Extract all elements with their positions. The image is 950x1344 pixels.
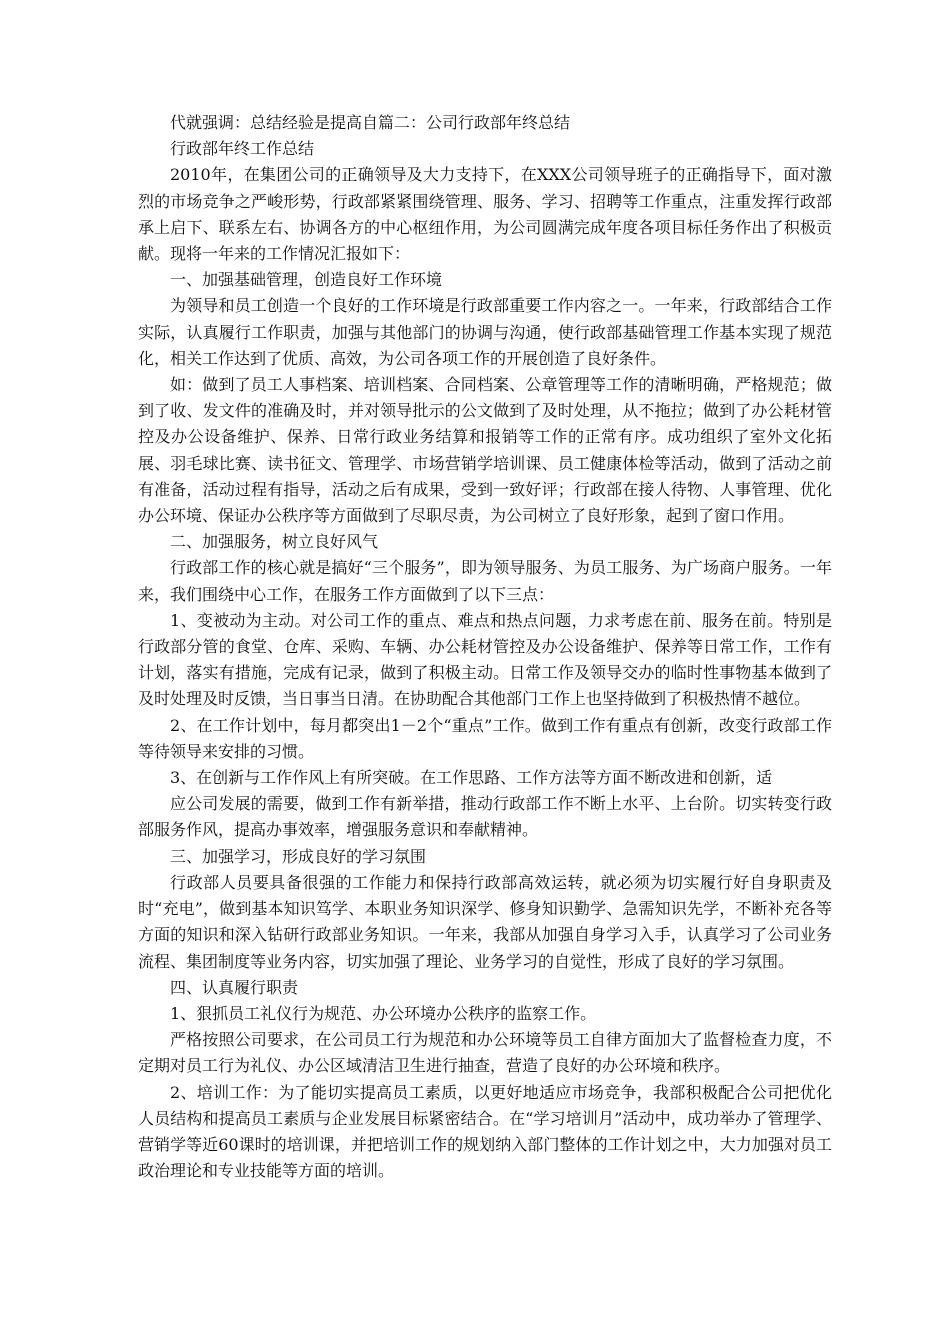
paragraph: 行政部工作的核心就是搞好“三个服务”，即为领导服务、为员工服务、为广场商户服务。一年来，我们围绕中心工作，在服务工作方面做到了以下三点： (138, 558, 832, 604)
paragraph-overview: 2010年，在集团公司的正确领导及大力支持下，在XXX公司领导班子的正确指导下，面对激烈的市场竞争之严峻形势，行政部紧紧围绕管理、服务、学习、招聘等工作重点，注重发挥行政部承上启下、联系左右、协调各方的中心枢纽作用，为公司圆满完成年度各项目标任务作出了积极贡献。现将一年来的工作情况汇报如下： (138, 165, 832, 264)
section-heading-4: 四、认真履行职责 (170, 977, 299, 997)
section-heading-1: 一、加强基础管理，创造良好工作环境 (170, 270, 443, 290)
document-body (138, 110, 832, 1184)
paragraph: 严格按照公司要求，在公司员工行为规范和办公环境等员工自律方面加大了监督检查力度，不定期对员工行为礼仪、办公区域清洁卫生进行抽查，营造了良好的办公环境和秩序。 (138, 1030, 832, 1076)
paragraph: 为领导和员工创造一个良好的工作环境是行政部重要工作内容之一。一年来，行政部结合工作实际，认真履行工作职责，加强与其他部门的协调与沟通，使行政部基础管理工作基本实现了规范化，相关工作达到了优质、高效，为公司各项工作的开展创造了良好条件。 (138, 296, 832, 368)
paragraph: 3、在创新与工作作风上有所突破。在工作思路、工作方法等方面不断改进和创新，适 (170, 768, 773, 788)
paragraph: 2、在工作计划中，每月都突出1－2个“重点”工作。做到工作有重点有创新，改变行政部工作等待领导来安排的习惯。 (138, 715, 832, 761)
paragraph: 1、狠抓员工礼仪行为规范、办公环境办公秩序的监察工作。 (170, 1003, 597, 1023)
paragraph-intro-line: 代就强调：总结经验是提高自篇二：公司行政部年终总结 (170, 113, 571, 132)
paragraph: 1、变被动为主动。对公司工作的重点、难点和热点问题，力求考虑在前、服务在前。特别是行政部分管的食堂、仓库、采购、车辆、办公耗材管控及办公设备维护、保养等日常工作，工作有计划，落实有措施，完成有记录，做到了积极主动。日常工作及领导交办的临时性事物基本做到了及时处理及时反馈，当日事当日清。在协助配合其他部门工作上也坚持做到了积极热情不越位。 (138, 610, 832, 709)
paragraph: 如：做到了员工人事档案、培训档案、合同档案、公章管理等工作的清晰明确，严格规范；做到了收、发文件的准确及时，并对领导批示的公文做到了及时处理，从不拖拉；做到了办公耗材管控及办公设备维护、保养、日常行政业务结算和报销等工作的正常有序。成功组织了室外文化拓展、羽毛球比赛、读书征文、管理学、市场营销学培训课、员工健康体检等活动，做到了活动之前有准备，活动过程有指导，活动之后有成果，受到一致好评；行政部在接人待物、人事管理、优化办公环境、保证办公秩序等方面做到了尽职尽责，为公司树立了良好形象，起到了窗口作用。 (138, 375, 832, 526)
paragraph: 应公司发展的需要，做到工作有新举措，推动行政部工作不断上水平、上台阶。切实转变行政部服务作风，提高办事效率，增强服务意识和奉献精神。 (138, 794, 832, 840)
section-heading-3: 三、加强学习，形成良好的学习氛围 (170, 846, 427, 866)
document-title: 行政部年终工作总结 (170, 139, 315, 159)
paragraph: 2、培训工作：为了能切实提高员工素质，以更好地适应市场竞争，我部积极配合公司把优化人员结构和提高员工素质与企业发展目标紧密结合。在“学习培训月”活动中，成功举办了管理学、营销学等近60课时的培训课，并把培训工作的规划纳入部门整体的工作计划之中，大力加强对员工政治理论和专业技能等方面的培训。 (138, 1082, 832, 1181)
paragraph: 行政部人员要具备很强的工作能力和保持行政部高效运转，就必须为切实履行好自身职责及时“充电”，做到基本知识笃学、本职业务知识深学、修身知识勤学、急需知识先学，不断补充各等方面的知识和深入钻研行政部业务知识。一年来，我部从加强自身学习入手，认真学习了公司业务流程、集团制度等业务内容，切实加强了理论、业务学习的自觉性，形成了良好的学习氛围。 (138, 872, 832, 971)
section-heading-2: 二、加强服务，树立良好风气 (170, 532, 379, 552)
